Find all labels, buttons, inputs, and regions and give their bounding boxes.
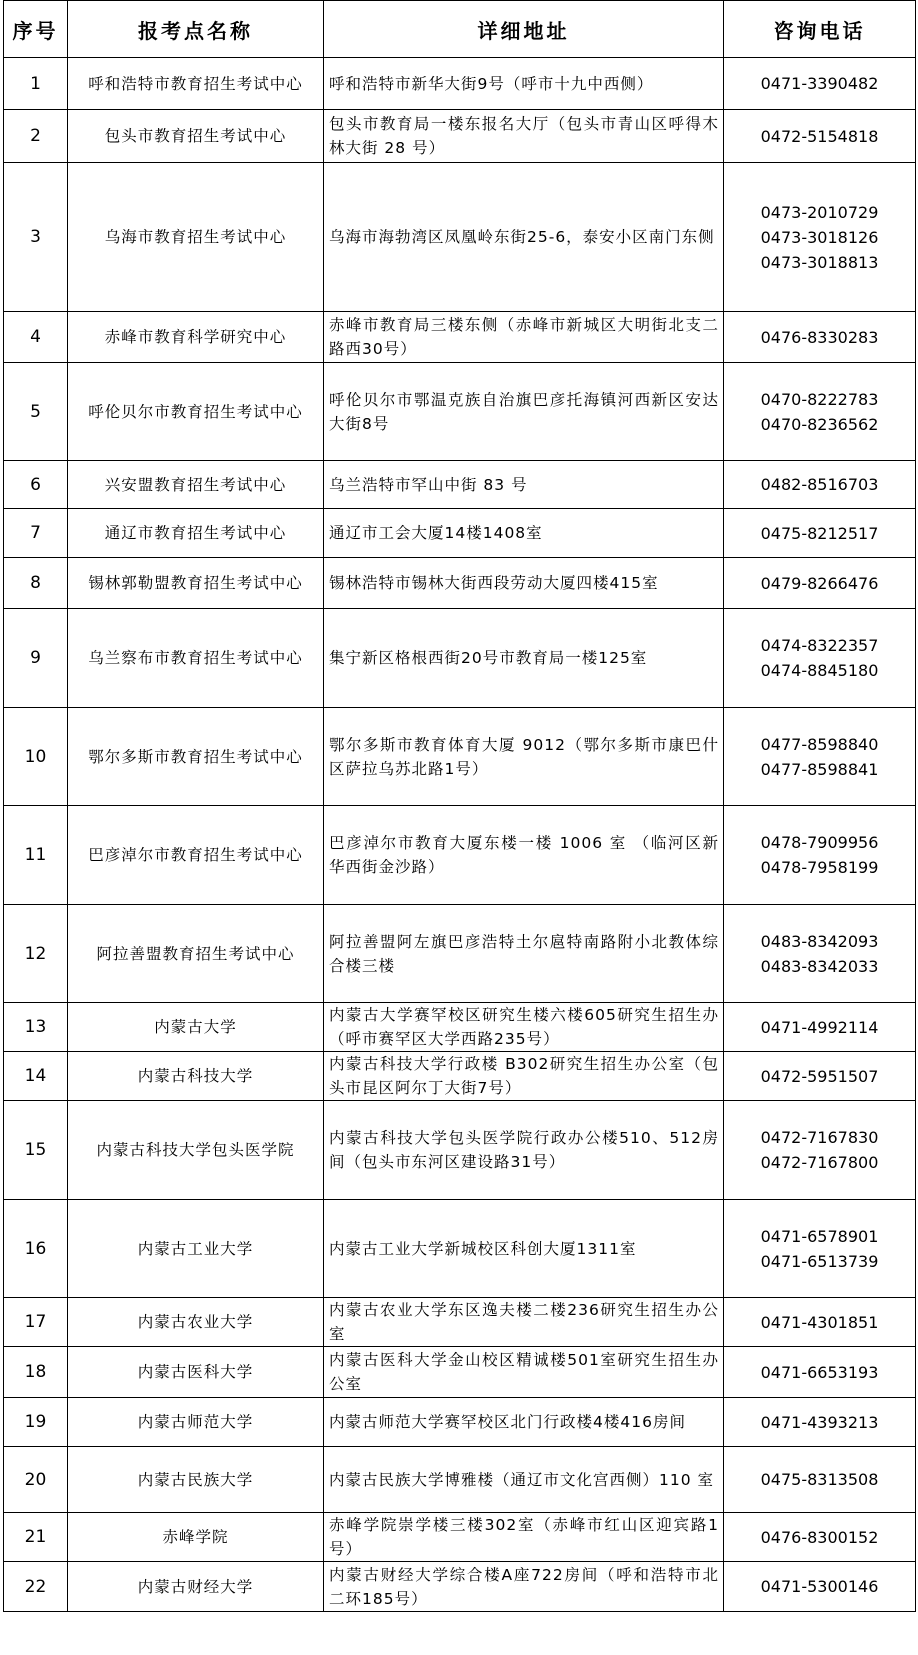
site-address: 巴彦淖尔市教育大厦东楼一楼 1006 室 （临河区新华西街金沙路） [324, 806, 724, 905]
phone-number: 0471-3390482 [760, 74, 879, 93]
row-index: 14 [4, 1052, 68, 1101]
site-address: 内蒙古财经大学综合楼A座722房间（呼和浩特市北二环185号） [324, 1562, 724, 1612]
site-phones [724, 1398, 916, 1447]
table-row [4, 1052, 916, 1101]
site-name: 乌海市教育招生考试中心 [68, 163, 324, 312]
phone-number: 0472-5154818 [760, 126, 879, 146]
table-row [4, 609, 916, 708]
site-name: 内蒙古科技大学 [68, 1052, 324, 1101]
site-address: 内蒙古工业大学新城校区科创大厦1311室 [324, 1200, 724, 1298]
site-address: 呼伦贝尔市鄂温克族自治旗巴彦托海镇河西新区安达大街8号 [324, 363, 724, 461]
table-row [4, 1298, 916, 1347]
row-index: 9 [4, 609, 68, 708]
site-phones [724, 1447, 916, 1513]
phone-number: 0474-8845180 [760, 661, 879, 680]
row-index: 19 [4, 1398, 68, 1447]
table-row [4, 1447, 916, 1513]
site-address: 鄂尔多斯市教育体育大厦 9012（鄂尔多斯市康巴什区萨拉乌苏北路1号） [324, 708, 724, 806]
phone-number: 0471-4992114 [760, 1017, 879, 1037]
site-address: 包头市教育局一楼东报名大厅（包头市青山区呼得木林大街 28 号） [324, 110, 724, 163]
site-phones [724, 708, 916, 806]
row-index: 4 [4, 312, 68, 363]
row-index: 10 [4, 708, 68, 806]
phone-number: 0478-7958199 [760, 858, 879, 877]
site-phones [724, 558, 916, 609]
phone-number: 0474-8322357 [760, 636, 879, 655]
phone-number: 0483-8342093 [760, 931, 879, 951]
site-name: 内蒙古科技大学包头医学院 [68, 1101, 324, 1200]
phone-number: 0471-5300146 [760, 1577, 879, 1596]
site-name: 鄂尔多斯市教育招生考试中心 [68, 708, 324, 806]
phone-number: 0476-8330283 [760, 327, 879, 347]
row-index: 11 [4, 806, 68, 905]
site-name: 乌兰察布市教育招生考试中心 [68, 609, 324, 708]
header-row [4, 1, 916, 58]
table-row [4, 312, 916, 363]
site-address: 赤峰市教育局三楼东侧（赤峰市新城区大明街北支二路西30号） [324, 312, 724, 363]
site-phones [724, 1052, 916, 1101]
row-index: 18 [4, 1347, 68, 1398]
phone-number: 0475-8212517 [760, 523, 879, 543]
row-index: 1 [4, 58, 68, 110]
phone-number: 0471-4301851 [760, 1312, 879, 1332]
header-address: 详细地址 [324, 1, 724, 58]
table-row [4, 1398, 916, 1447]
header-name: 报考点名称 [68, 1, 324, 58]
site-name: 通辽市教育招生考试中心 [68, 509, 324, 558]
table-body [4, 58, 916, 1612]
phone-number: 0479-8266476 [760, 573, 879, 593]
site-phones [724, 1101, 916, 1200]
table-row [4, 1347, 916, 1398]
table-row [4, 363, 916, 461]
table-row [4, 58, 916, 110]
phone-number: 0477-8598840 [760, 734, 879, 754]
site-phones [724, 1003, 916, 1052]
table-row [4, 461, 916, 509]
table-row [4, 1101, 916, 1200]
site-phones [724, 312, 916, 363]
site-phones [724, 609, 916, 708]
site-name: 锡林郭勒盟教育招生考试中心 [68, 558, 324, 609]
site-address: 呼和浩特市新华大街9号（呼市十九中西侧） [324, 58, 724, 110]
site-address: 内蒙古农业大学东区逸夫楼二楼236研究生招生办公室 [324, 1298, 724, 1347]
phone-number: 0483-8342033 [760, 956, 879, 976]
site-name: 内蒙古大学 [68, 1003, 324, 1052]
row-index: 13 [4, 1003, 68, 1052]
row-index: 7 [4, 509, 68, 558]
row-index: 12 [4, 905, 68, 1003]
phone-number: 0476-8300152 [760, 1527, 879, 1547]
table-row [4, 1562, 916, 1612]
site-address: 阿拉善盟阿左旗巴彦浩特土尔扈特南路附小北教体综合楼三楼 [324, 905, 724, 1003]
site-phones [724, 58, 916, 110]
site-address: 乌海市海勃湾区凤凰岭东街25-6，泰安小区南门东侧 [324, 163, 724, 312]
phone-number: 0473-3018813 [760, 252, 879, 272]
site-phones [724, 1513, 916, 1562]
site-name: 阿拉善盟教育招生考试中心 [68, 905, 324, 1003]
phone-number: 0482-8516703 [760, 475, 879, 494]
phone-number: 0475-8313508 [760, 1470, 879, 1489]
site-name: 内蒙古师范大学 [68, 1398, 324, 1447]
site-phones [724, 806, 916, 905]
row-index: 15 [4, 1101, 68, 1200]
row-index: 5 [4, 363, 68, 461]
table-row [4, 509, 916, 558]
phone-number: 0472-5951507 [760, 1066, 879, 1086]
row-index: 8 [4, 558, 68, 609]
site-phones [724, 1347, 916, 1398]
site-address: 通辽市工会大厦14楼1408室 [324, 509, 724, 558]
site-address: 内蒙古科技大学行政楼 B302研究生招生办公室（包头市昆区阿尔丁大街7号） [324, 1052, 724, 1101]
phone-number: 0473-2010729 [760, 202, 879, 222]
row-index: 6 [4, 461, 68, 509]
site-phones [724, 163, 916, 312]
row-index: 17 [4, 1298, 68, 1347]
phone-number: 0472-7167800 [760, 1153, 879, 1172]
table-row [4, 1003, 916, 1052]
site-address: 内蒙古大学赛罕校区研究生楼六楼605研究生招生办（呼市赛罕区大学西路235号） [324, 1003, 724, 1052]
site-name: 包头市教育招生考试中心 [68, 110, 324, 163]
site-phones [724, 461, 916, 509]
site-name: 内蒙古民族大学 [68, 1447, 324, 1513]
site-name: 内蒙古财经大学 [68, 1562, 324, 1612]
phone-number: 0471-6513739 [760, 1251, 879, 1271]
phone-number: 0470-8236562 [760, 414, 879, 434]
site-address: 集宁新区格根西街20号市教育局一楼125室 [324, 609, 724, 708]
table-row [4, 110, 916, 163]
phone-number: 0472-7167830 [760, 1128, 879, 1147]
header-phone: 咨询电话 [724, 1, 916, 58]
site-name: 内蒙古医科大学 [68, 1347, 324, 1398]
site-address: 锡林浩特市锡林大街西段劳动大厦四楼415室 [324, 558, 724, 609]
phone-number: 0471-6578901 [760, 1226, 879, 1246]
site-address: 内蒙古师范大学赛罕校区北门行政楼4楼416房间 [324, 1398, 724, 1447]
site-address: 赤峰学院崇学楼三楼302室（赤峰市红山区迎宾路1号） [324, 1513, 724, 1562]
table-row [4, 708, 916, 806]
row-index: 2 [4, 110, 68, 163]
table-row [4, 163, 916, 312]
site-phones [724, 1298, 916, 1347]
site-phones [724, 509, 916, 558]
site-address: 内蒙古民族大学博雅楼（通辽市文化宫西侧）110 室 [324, 1447, 724, 1513]
site-name: 呼伦贝尔市教育招生考试中心 [68, 363, 324, 461]
phone-number: 0471-4393213 [760, 1412, 879, 1432]
header-index: 序号 [4, 1, 68, 58]
site-name: 巴彦淖尔市教育招生考试中心 [68, 806, 324, 905]
row-index: 22 [4, 1562, 68, 1612]
table-row [4, 806, 916, 905]
site-name: 内蒙古工业大学 [68, 1200, 324, 1298]
site-name: 呼和浩特市教育招生考试中心 [68, 58, 324, 110]
site-address: 乌兰浩特市罕山中街 83 号 [324, 461, 724, 509]
row-index: 20 [4, 1447, 68, 1513]
site-phones [724, 1200, 916, 1298]
row-index: 3 [4, 163, 68, 312]
phone-number: 0478-7909956 [760, 833, 879, 852]
site-name: 兴安盟教育招生考试中心 [68, 461, 324, 509]
table-row [4, 558, 916, 609]
table-row [4, 1200, 916, 1298]
site-phones [724, 905, 916, 1003]
site-address: 内蒙古医科大学金山校区精诚楼501室研究生招生办公室 [324, 1347, 724, 1398]
site-name: 赤峰市教育科学研究中心 [68, 312, 324, 363]
site-name: 赤峰学院 [68, 1513, 324, 1562]
site-phones [724, 363, 916, 461]
site-phones [724, 1562, 916, 1612]
row-index: 21 [4, 1513, 68, 1562]
site-address: 内蒙古科技大学包头医学院行政办公楼510、512房间（包头市东河区建设路31号） [324, 1101, 724, 1200]
table-row [4, 1513, 916, 1562]
table-row [4, 905, 916, 1003]
phone-number: 0477-8598841 [760, 759, 879, 779]
phone-number: 0473-3018126 [760, 227, 879, 247]
site-name: 内蒙古农业大学 [68, 1298, 324, 1347]
phone-number: 0470-8222783 [760, 389, 879, 409]
site-phones [724, 110, 916, 163]
row-index: 16 [4, 1200, 68, 1298]
exam-sites-table [3, 0, 916, 1612]
phone-number: 0471-6653193 [760, 1362, 879, 1382]
